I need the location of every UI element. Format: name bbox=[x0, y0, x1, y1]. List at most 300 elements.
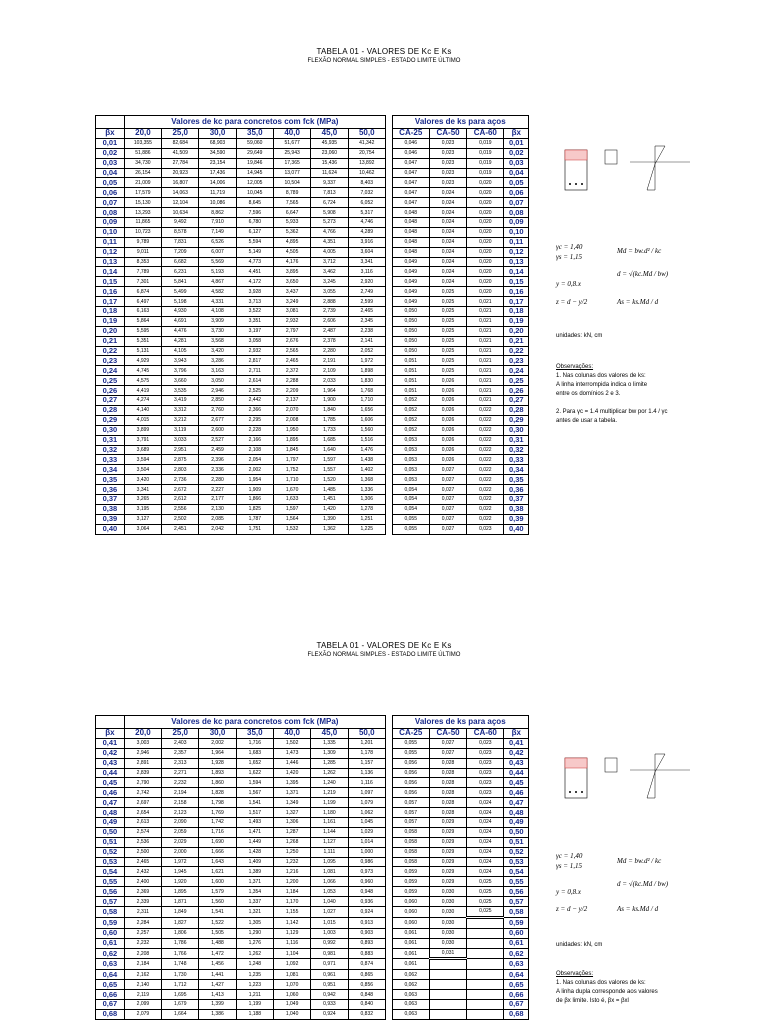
ks-cell: 0,024 bbox=[467, 827, 504, 837]
gap-cell bbox=[385, 758, 392, 768]
gap-cell bbox=[385, 336, 392, 346]
table-row bbox=[96, 818, 529, 828]
kc-cell: 4,766 bbox=[311, 227, 348, 237]
bx-cell: 0,39 bbox=[96, 514, 125, 524]
ks-cell: 0,049 bbox=[392, 267, 429, 277]
bx-cell: 0,57 bbox=[504, 897, 529, 907]
bx-cell: 0,52 bbox=[96, 847, 125, 857]
table-row bbox=[96, 188, 529, 198]
table-row bbox=[96, 168, 529, 178]
kc-cell: 1,670 bbox=[273, 485, 310, 495]
bx-cell: 0,39 bbox=[504, 514, 529, 524]
column-header-fck: 40,0 bbox=[273, 729, 310, 739]
table-row bbox=[96, 257, 529, 267]
obs-line: 2. Para γc = 1.4 multiplicar bw por 1.4 / γc bbox=[556, 409, 668, 415]
ks-cell: 0,025 bbox=[429, 307, 466, 317]
ks-cell: 0,023 bbox=[467, 738, 504, 748]
bx-cell: 0,22 bbox=[504, 346, 529, 356]
bx-cell: 0,03 bbox=[504, 158, 529, 168]
kc-cell: 0,874 bbox=[348, 959, 385, 970]
bx-cell: 0,52 bbox=[504, 847, 529, 857]
bx-cell: 0,66 bbox=[96, 990, 125, 1000]
kc-cell: 1,337 bbox=[236, 897, 273, 907]
gap-cell bbox=[385, 218, 392, 228]
group-header-row bbox=[96, 116, 529, 129]
ks-cell bbox=[467, 917, 504, 928]
kc-cell: 0,924 bbox=[311, 1009, 348, 1019]
bx-cell: 0,20 bbox=[504, 326, 529, 336]
kc-cell: 2,932 bbox=[273, 316, 310, 326]
obs-line: A linha interrompida indica o limite bbox=[556, 382, 648, 388]
kc-cell: 1,136 bbox=[348, 768, 385, 778]
kc-cell: 2,465 bbox=[273, 356, 310, 366]
ks-cell bbox=[429, 1000, 466, 1010]
ks-cell: 0,055 bbox=[392, 524, 429, 534]
gap-cell bbox=[385, 504, 392, 514]
title-text: TABELA 01 - VALORES DE Kc E Ks bbox=[316, 47, 452, 56]
kc-cell: 3,163 bbox=[199, 366, 236, 376]
bx-cell: 0,04 bbox=[504, 168, 529, 178]
bx-cell: 0,60 bbox=[504, 928, 529, 938]
kc-cell: 1,866 bbox=[236, 494, 273, 504]
ks-cell: 0,029 bbox=[429, 877, 466, 887]
gap-cell bbox=[385, 938, 392, 948]
kc-cell: 2,875 bbox=[162, 455, 199, 465]
bx-cell: 0,51 bbox=[96, 837, 125, 847]
bx-cell: 0,54 bbox=[504, 867, 529, 877]
kc-cell: 1,517 bbox=[236, 808, 273, 818]
kc-cell: 19,846 bbox=[236, 158, 273, 168]
kc-cell: 1,095 bbox=[311, 857, 348, 867]
table-row bbox=[96, 208, 529, 218]
kc-cell: 15,436 bbox=[311, 158, 348, 168]
ks-cell: 0,027 bbox=[429, 465, 466, 475]
kc-cell: 8,578 bbox=[162, 227, 199, 237]
ks-cell: 0,058 bbox=[392, 847, 429, 857]
kc-cell: 1,178 bbox=[348, 748, 385, 758]
kc-cell: 1,798 bbox=[199, 798, 236, 808]
kc-cell: 5,317 bbox=[348, 208, 385, 218]
kc-cell: 1,079 bbox=[348, 798, 385, 808]
ks-cell: 0,022 bbox=[467, 405, 504, 415]
kc-cell: 3,928 bbox=[236, 287, 273, 297]
kc-cell: 3,650 bbox=[273, 277, 310, 287]
ks-cell: 0,024 bbox=[429, 218, 466, 228]
kc-cell: 5,193 bbox=[199, 267, 236, 277]
ks-cell: 0,024 bbox=[429, 237, 466, 247]
kc-cell: 1,505 bbox=[199, 928, 236, 938]
bx-cell: 0,15 bbox=[96, 277, 125, 287]
ks-cell: 0,023 bbox=[429, 138, 466, 148]
bx-cell: 0,43 bbox=[504, 758, 529, 768]
ks-cell: 0,050 bbox=[392, 346, 429, 356]
kc-cell: 2,888 bbox=[311, 297, 348, 307]
kc-cell: 2,002 bbox=[199, 738, 236, 748]
ks-cell: 0,021 bbox=[467, 316, 504, 326]
ks-cell: 0,025 bbox=[429, 297, 466, 307]
kc-cell: 7,149 bbox=[199, 227, 236, 237]
table-row bbox=[96, 738, 529, 748]
gap-cell bbox=[385, 366, 392, 376]
bx-cell: 0,14 bbox=[504, 267, 529, 277]
kc-cell: 3,119 bbox=[162, 425, 199, 435]
kc-cell: 1,235 bbox=[236, 970, 273, 980]
ks-cell: 0,058 bbox=[392, 837, 429, 847]
kc-cell: 1,142 bbox=[273, 917, 310, 928]
gap-cell bbox=[385, 827, 392, 837]
kc-cell: 17,365 bbox=[273, 158, 310, 168]
bx-cell: 0,07 bbox=[504, 198, 529, 208]
ks-cell: 0,020 bbox=[467, 257, 504, 267]
kc-cell: 1,336 bbox=[348, 485, 385, 495]
gap-cell bbox=[385, 307, 392, 317]
kc-cell: 1,827 bbox=[162, 917, 199, 928]
table-row bbox=[96, 887, 529, 897]
bx-cell: 0,44 bbox=[96, 768, 125, 778]
ks-cell: 0,026 bbox=[429, 405, 466, 415]
ks-cell: 0,047 bbox=[392, 178, 429, 188]
bx-cell: 0,29 bbox=[96, 415, 125, 425]
ks-cell bbox=[429, 959, 466, 970]
kc-cell: 2,920 bbox=[348, 277, 385, 287]
formula-y-1: y = 0,8.x bbox=[556, 280, 581, 288]
bx-cell: 0,10 bbox=[96, 227, 125, 237]
ks-cell: 0,063 bbox=[392, 1000, 429, 1010]
kc-cell: 1,493 bbox=[236, 818, 273, 828]
observations-1 bbox=[556, 363, 668, 426]
kc-cell: 1,092 bbox=[273, 959, 310, 970]
kc-cell: 1,895 bbox=[273, 435, 310, 445]
bx-cell: 0,35 bbox=[96, 475, 125, 485]
bx-cell: 0,18 bbox=[96, 307, 125, 317]
bx-cell: 0,41 bbox=[504, 738, 529, 748]
ks-cell: 0,057 bbox=[392, 808, 429, 818]
kc-cell: 1,860 bbox=[199, 778, 236, 788]
gap-cell bbox=[385, 316, 392, 326]
kc-cell: 4,005 bbox=[311, 247, 348, 257]
kc-cell: 34,730 bbox=[124, 158, 161, 168]
gap-cell bbox=[385, 227, 392, 237]
kc-cell: 0,883 bbox=[348, 948, 385, 959]
ks-cell: 0,061 bbox=[392, 928, 429, 938]
kc-cell: 2,372 bbox=[273, 366, 310, 376]
ks-cell: 0,022 bbox=[467, 504, 504, 514]
gap-cell bbox=[385, 716, 392, 729]
kc-cell: 14,945 bbox=[236, 168, 273, 178]
ks-group-header: Valores de ks para aços bbox=[392, 116, 528, 129]
kc-cell: 0,981 bbox=[311, 948, 348, 959]
bx-cell: 0,38 bbox=[96, 504, 125, 514]
kc-cell: 1,040 bbox=[273, 1009, 310, 1019]
bx-cell: 0,50 bbox=[96, 827, 125, 837]
kc-cell: 2,803 bbox=[162, 465, 199, 475]
bx-cell: 0,65 bbox=[504, 980, 529, 990]
bx-cell: 0,07 bbox=[96, 198, 125, 208]
kc-cell: 4,172 bbox=[236, 277, 273, 287]
ks-cell: 0,047 bbox=[392, 168, 429, 178]
kc-cell: 2,739 bbox=[311, 307, 348, 317]
bx-cell: 0,58 bbox=[96, 907, 125, 918]
title-text: TABELA 01 - VALORES DE Kc E Ks bbox=[316, 641, 452, 650]
kc-cell: 2,742 bbox=[124, 788, 161, 798]
kc-cell: 4,140 bbox=[124, 405, 161, 415]
kc-cell: 1,232 bbox=[273, 857, 310, 867]
ks-cell: 0,057 bbox=[392, 818, 429, 828]
kc-cell: 3,341 bbox=[348, 257, 385, 267]
kc-cell: 1,594 bbox=[236, 778, 273, 788]
kc-cell: 3,713 bbox=[236, 297, 273, 307]
kc-cell: 10,462 bbox=[348, 168, 385, 178]
coefficients-table-2 bbox=[95, 715, 529, 1020]
kc-cell: 5,841 bbox=[162, 277, 199, 287]
kc-cell: 0,865 bbox=[348, 970, 385, 980]
kc-cell: 1,622 bbox=[236, 768, 273, 778]
kc-cell: 2,345 bbox=[348, 316, 385, 326]
kc-cell: 1,830 bbox=[348, 376, 385, 386]
kc-cell: 1,710 bbox=[348, 396, 385, 406]
kc-cell: 3,909 bbox=[199, 316, 236, 326]
kc-cell: 11,865 bbox=[124, 218, 161, 228]
gap-cell bbox=[385, 514, 392, 524]
gap-cell bbox=[385, 1009, 392, 1019]
bx-cell: 0,21 bbox=[504, 336, 529, 346]
table-row bbox=[96, 959, 529, 970]
kc-cell: 0,893 bbox=[348, 938, 385, 948]
ks-cell: 0,030 bbox=[429, 897, 466, 907]
kc-cell: 10,086 bbox=[199, 198, 236, 208]
kc-cell: 12,104 bbox=[162, 198, 199, 208]
ks-cell: 0,024 bbox=[429, 247, 466, 257]
bx-cell: 0,58 bbox=[504, 907, 529, 918]
kc-cell: 2,932 bbox=[236, 346, 273, 356]
kc-cell: 2,000 bbox=[162, 847, 199, 857]
ks-cell: 0,027 bbox=[429, 514, 466, 524]
kc-cell: 0,924 bbox=[348, 907, 385, 918]
ks-cell: 0,020 bbox=[467, 267, 504, 277]
kc-cell: 16,807 bbox=[162, 178, 199, 188]
bx-cell: 0,13 bbox=[504, 257, 529, 267]
kc-cell: 1,386 bbox=[199, 1009, 236, 1019]
bx-cell: 0,53 bbox=[96, 857, 125, 867]
kc-cell: 6,647 bbox=[273, 208, 310, 218]
kc-cell: 3,594 bbox=[124, 455, 161, 465]
ks-cell: 0,025 bbox=[467, 897, 504, 907]
kc-cell: 1,000 bbox=[348, 847, 385, 857]
bx-cell: 0,51 bbox=[504, 837, 529, 847]
ks-cell: 0,025 bbox=[429, 287, 466, 297]
kc-cell: 1,954 bbox=[236, 475, 273, 485]
bx-cell: 0,64 bbox=[504, 970, 529, 980]
ks-group-header: Valores de ks para aços bbox=[392, 716, 528, 729]
kc-cell: 0,971 bbox=[311, 959, 348, 970]
bx-cell: 0,23 bbox=[504, 356, 529, 366]
kc-cell: 1,446 bbox=[273, 758, 310, 768]
gap-cell bbox=[385, 247, 392, 257]
kc-cell: 3,055 bbox=[311, 287, 348, 297]
bx-cell: 0,59 bbox=[504, 917, 529, 928]
kc-cell: 2,166 bbox=[236, 435, 273, 445]
kc-cell: 1,240 bbox=[311, 778, 348, 788]
kc-cell: 4,691 bbox=[162, 316, 199, 326]
gap-cell bbox=[385, 798, 392, 808]
kc-cell: 1,062 bbox=[348, 808, 385, 818]
kc-cell: 3,003 bbox=[124, 738, 161, 748]
kc-cell: 4,476 bbox=[162, 326, 199, 336]
bx-cell: 0,20 bbox=[96, 326, 125, 336]
bx-cell: 0,28 bbox=[504, 405, 529, 415]
kc-cell: 9,789 bbox=[124, 237, 161, 247]
kc-cell: 12,005 bbox=[236, 178, 273, 188]
kc-cell: 2,677 bbox=[199, 415, 236, 425]
kc-cell: 23,154 bbox=[199, 158, 236, 168]
kc-cell: 2,090 bbox=[162, 818, 199, 828]
kc-cell: 3,212 bbox=[162, 415, 199, 425]
obs-title: Observações: bbox=[556, 971, 594, 977]
kc-cell: 2,536 bbox=[124, 837, 161, 847]
kc-cell: 20,754 bbox=[348, 148, 385, 158]
ks-cell: 0,063 bbox=[392, 1009, 429, 1019]
column-header-steel: CA-50 bbox=[429, 129, 466, 139]
kc-cell: 1,685 bbox=[311, 435, 348, 445]
units-note-2: unidades: kN, cm bbox=[556, 942, 603, 948]
kc-cell: 1,945 bbox=[162, 867, 199, 877]
kc-cell: 3,895 bbox=[273, 267, 310, 277]
kc-cell: 1,652 bbox=[236, 758, 273, 768]
ks-cell: 0,024 bbox=[467, 818, 504, 828]
kc-cell: 2,295 bbox=[236, 415, 273, 425]
table-row bbox=[96, 485, 529, 495]
ks-cell: 0,029 bbox=[429, 847, 466, 857]
column-header-steel: CA-25 bbox=[392, 129, 429, 139]
kc-cell: 1,250 bbox=[273, 847, 310, 857]
kc-cell: 2,500 bbox=[124, 847, 161, 857]
kc-cell: 1,666 bbox=[199, 847, 236, 857]
ks-cell: 0,047 bbox=[392, 188, 429, 198]
ks-cell: 0,025 bbox=[467, 907, 504, 918]
ks-cell: 0,059 bbox=[392, 867, 429, 877]
bx-cell: 0,13 bbox=[96, 257, 125, 267]
ks-cell: 0,022 bbox=[467, 465, 504, 475]
kc-cell: 1,806 bbox=[162, 928, 199, 938]
bx-cell: 0,38 bbox=[504, 504, 529, 514]
kc-cell: 1,769 bbox=[199, 808, 236, 818]
kc-cell: 4,895 bbox=[273, 237, 310, 247]
ks-cell: 0,026 bbox=[429, 386, 466, 396]
kc-cell: 1,268 bbox=[273, 837, 310, 847]
kc-cell: 2,403 bbox=[162, 738, 199, 748]
kc-cell: 1,216 bbox=[273, 867, 310, 877]
kc-cell: 1,144 bbox=[311, 827, 348, 837]
gap-cell bbox=[385, 445, 392, 455]
table-row bbox=[96, 768, 529, 778]
kc-cell: 1,049 bbox=[273, 1000, 310, 1010]
table-row bbox=[96, 504, 529, 514]
kc-cell: 103,355 bbox=[124, 138, 161, 148]
table-row bbox=[96, 847, 529, 857]
table-row bbox=[96, 218, 529, 228]
table-row bbox=[96, 748, 529, 758]
kc-cell: 3,916 bbox=[348, 237, 385, 247]
kc-cell: 5,362 bbox=[273, 227, 310, 237]
kc-cell: 1,485 bbox=[311, 485, 348, 495]
gap-cell bbox=[385, 808, 392, 818]
kc-cell: 2,790 bbox=[124, 778, 161, 788]
kc-cell: 2,336 bbox=[199, 465, 236, 475]
bx-cell: 0,27 bbox=[96, 396, 125, 406]
ks-cell: 0,047 bbox=[392, 158, 429, 168]
table-row bbox=[96, 798, 529, 808]
ks-cell: 0,029 bbox=[429, 857, 466, 867]
kc-cell: 0,936 bbox=[348, 897, 385, 907]
kc-cell: 68,903 bbox=[199, 138, 236, 148]
bx-cell: 0,18 bbox=[504, 307, 529, 317]
kc-cell: 3,064 bbox=[124, 524, 161, 534]
ks-cell: 0,031 bbox=[429, 948, 466, 959]
beam-section-figure-1 bbox=[555, 140, 690, 200]
column-header-fck: 50,0 bbox=[348, 729, 385, 739]
kc-cell: 1,972 bbox=[162, 857, 199, 867]
bx-cell: 0,27 bbox=[504, 396, 529, 406]
kc-cell: 1,557 bbox=[311, 465, 348, 475]
kc-cell: 1,664 bbox=[162, 1009, 199, 1019]
kc-cell: 1,201 bbox=[348, 738, 385, 748]
ks-cell bbox=[467, 948, 504, 959]
ks-cell bbox=[429, 990, 466, 1000]
kc-cell: 4,015 bbox=[124, 415, 161, 425]
kc-cell: 1,748 bbox=[162, 959, 199, 970]
table-title-2 bbox=[0, 641, 768, 658]
kc-cell: 1,716 bbox=[236, 738, 273, 748]
kc-cell: 2,284 bbox=[124, 917, 161, 928]
kc-cell: 2,177 bbox=[199, 494, 236, 504]
kc-cell: 1,606 bbox=[348, 415, 385, 425]
ks-cell: 0,020 bbox=[467, 218, 504, 228]
kc-cell: 1,579 bbox=[199, 887, 236, 897]
gap-cell bbox=[385, 257, 392, 267]
group-header-row bbox=[96, 716, 529, 729]
table-row bbox=[96, 1000, 529, 1010]
gap-cell bbox=[385, 877, 392, 887]
ks-cell: 0,048 bbox=[392, 227, 429, 237]
ks-cell: 0,022 bbox=[467, 485, 504, 495]
kc-cell: 1,751 bbox=[236, 524, 273, 534]
kc-cell: 2,162 bbox=[124, 970, 161, 980]
column-header-steel: CA-25 bbox=[392, 729, 429, 739]
kc-cell: 4,582 bbox=[199, 287, 236, 297]
kc-cell: 1,395 bbox=[273, 778, 310, 788]
bx-cell: 0,62 bbox=[504, 948, 529, 959]
kc-cell: 3,249 bbox=[273, 297, 310, 307]
ks-cell: 0,029 bbox=[429, 827, 466, 837]
bx-cell: 0,48 bbox=[504, 808, 529, 818]
kc-cell: 2,271 bbox=[162, 768, 199, 778]
formula-d-1: d = √(kc.Md / bw) bbox=[617, 270, 669, 278]
kc-cell: 1,532 bbox=[273, 524, 310, 534]
kc-cell: 5,864 bbox=[124, 316, 161, 326]
kc-cell: 3,033 bbox=[162, 435, 199, 445]
bx-cell: 0,36 bbox=[96, 485, 125, 495]
table-row bbox=[96, 514, 529, 524]
ks-cell: 0,022 bbox=[467, 435, 504, 445]
kc-cell: 8,789 bbox=[273, 188, 310, 198]
kc-cell: 2,736 bbox=[162, 475, 199, 485]
kc-cell: 2,141 bbox=[348, 336, 385, 346]
table-row bbox=[96, 867, 529, 877]
ks-cell: 0,021 bbox=[467, 307, 504, 317]
kc-cell: 2,565 bbox=[273, 346, 310, 356]
gap-cell bbox=[385, 396, 392, 406]
ks-cell: 0,028 bbox=[429, 778, 466, 788]
